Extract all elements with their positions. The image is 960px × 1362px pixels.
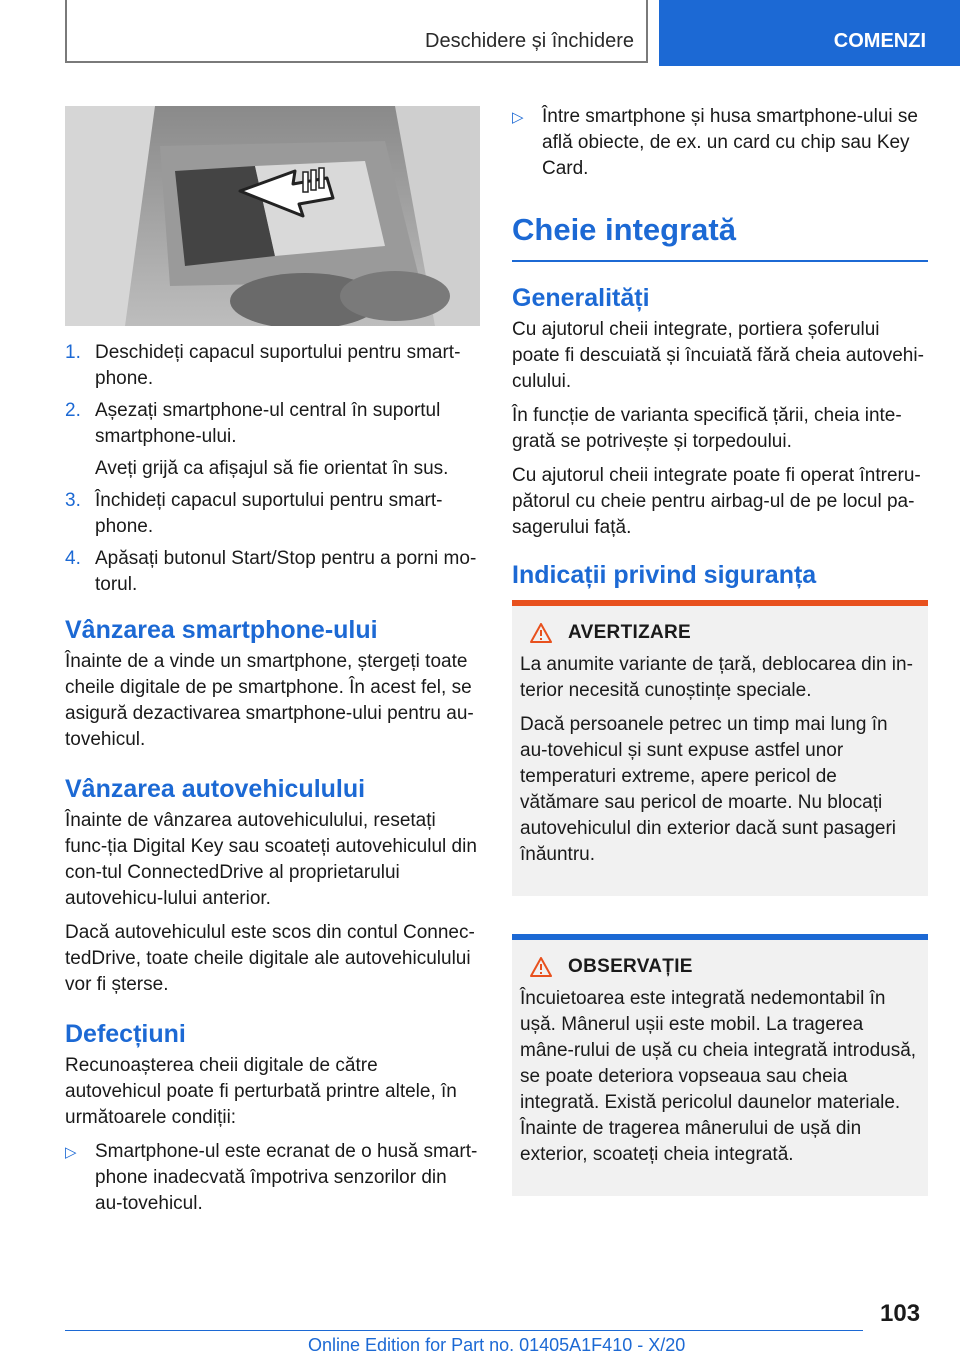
bullet-text: Smartphone-ul este ecranat de o husă smart-phone inadecvată împotriva senzorilor din au-tovehicul. — [95, 1141, 478, 1214]
general-text-1: Cu ajutorul cheii integrate, portiera șoferului poate fi descuiată și încuiată fără cheia autovehi-culului. — [512, 319, 924, 392]
faults-text: Recunoașterea cheii digitale de către autovehicul poate fi perturbată printre altele, în următoarele condiții: — [65, 1055, 457, 1128]
safety-heading: Indicații privind siguranța — [512, 561, 817, 589]
left-column — [65, 106, 478, 1217]
warning-triangle-icon — [530, 957, 552, 977]
section-title: Deschidere și închidere — [425, 30, 634, 52]
warning-label: AVERTIZARE — [568, 622, 691, 643]
bullet-text: Între smartphone și husa smartphone-ului se află obiecte, de ex. un card cu chip sau Key Card. — [542, 106, 918, 179]
sell-car-text-1: Înainte de vânzarea autovehiculului, resetați func-ția Digital Key sau scoateți autovehiculul din con-tul ConnectedDrive al proprietarului autovehicu-lului anterior. — [65, 810, 477, 909]
step-text: Apăsați butonul Start/Stop pentru a porni mo-torul. — [95, 548, 477, 595]
warning-title — [530, 622, 920, 644]
step-text: Închideți capacul suportului pentru smart-phone. — [95, 490, 443, 537]
smartphone-tray-photo — [65, 106, 480, 326]
faults-heading: Defecțiuni — [65, 1020, 186, 1048]
sell-phone-heading: Vânzarea smartphone-ului — [65, 616, 378, 644]
general-text-2: În funcție de varianta specifică țării, cheia inte-grată se potrivește și torpedoului. — [512, 405, 902, 452]
step-text: Așezați smartphone-ul central în suportul smartphone-ului. — [95, 400, 441, 447]
right-column — [512, 104, 928, 1196]
footer-edition: Online Edition for Part no. 01405A1F410 - X/20 — [308, 1335, 686, 1355]
steps-list — [65, 340, 478, 598]
step-number: 3. — [65, 490, 81, 511]
page-header — [0, 0, 960, 66]
list-item — [65, 546, 478, 598]
chapter-tab: COMENZI — [659, 0, 960, 66]
note-title — [530, 956, 920, 978]
list-item — [65, 398, 478, 482]
sell-phone-text: Înainte de a vinde un smartphone, ștergeți toate cheile digitale de pe smartphone. În acest fel, se asigură dezactivarea smartphone-ului pentru au-tovehicul. — [65, 651, 474, 750]
integrated-key-heading: Cheie integrată — [512, 212, 928, 262]
step-number: 4. — [65, 548, 81, 569]
sell-car-text-2: Dacă autovehiculul este scos din contul Connec-tedDrive, toate cheile digitale ale autovehiculului vor fi șterse. — [65, 922, 475, 995]
step-number: 2. — [65, 400, 81, 421]
list-item — [65, 1139, 478, 1217]
sell-car-heading: Vânzarea autovehiculului — [65, 775, 366, 803]
warning-triangle-icon — [530, 623, 552, 643]
warning-text-2: Dacă persoanele petrec un timp mai lung în au-tovehicul și sunt expuse astfel unor temperaturi extreme, apere pericol de vătămare sau pericol de moarte. Nu blocați autovehiculul din exterior dacă sunt pasageri înăuntru. — [520, 714, 897, 865]
warning-text-1: La anumite variante de țară, deblocarea din in-terior necesită cunoștințe speciale. — [520, 654, 913, 701]
step-text: Deschideți capacul suportului pentru smart-phone. — [95, 342, 461, 389]
general-heading: Generalități — [512, 284, 650, 312]
triangle-bullet-icon: ▷ — [65, 1144, 77, 1161]
note-label: OBSERVAȚIE — [568, 956, 693, 977]
page-number: 103 — [880, 1300, 921, 1327]
note-text: Încuietoarea este integrată nedemontabil în ușă. Mânerul ușii este mobil. La tragerea mâne-rului de ușă cu cheia integrată introdusă, se poate deteriora vopseaua sau cheia integrată. Există pericolul daunelor materiale. Înainte de tragerea mânerului de ușă din exterior, scoateți cheia integrată. — [520, 988, 917, 1165]
list-item — [65, 488, 478, 540]
note-box — [512, 934, 928, 1196]
warning-box — [512, 600, 928, 896]
section-tab — [65, 0, 648, 63]
step-number: 1. — [65, 342, 81, 363]
general-text-3: Cu ajutorul cheii integrate poate fi operat întreru-pătorul cu cheie pentru airbag-ul de pe locul pa-sagerului față. — [512, 465, 921, 538]
triangle-bullet-icon: ▷ — [512, 109, 524, 126]
footer-divider — [65, 1330, 863, 1331]
list-item — [512, 104, 928, 182]
step-subtext: Aveți grijă ca afișajul să fie orientat în sus. — [95, 458, 449, 479]
list-item — [65, 340, 478, 392]
